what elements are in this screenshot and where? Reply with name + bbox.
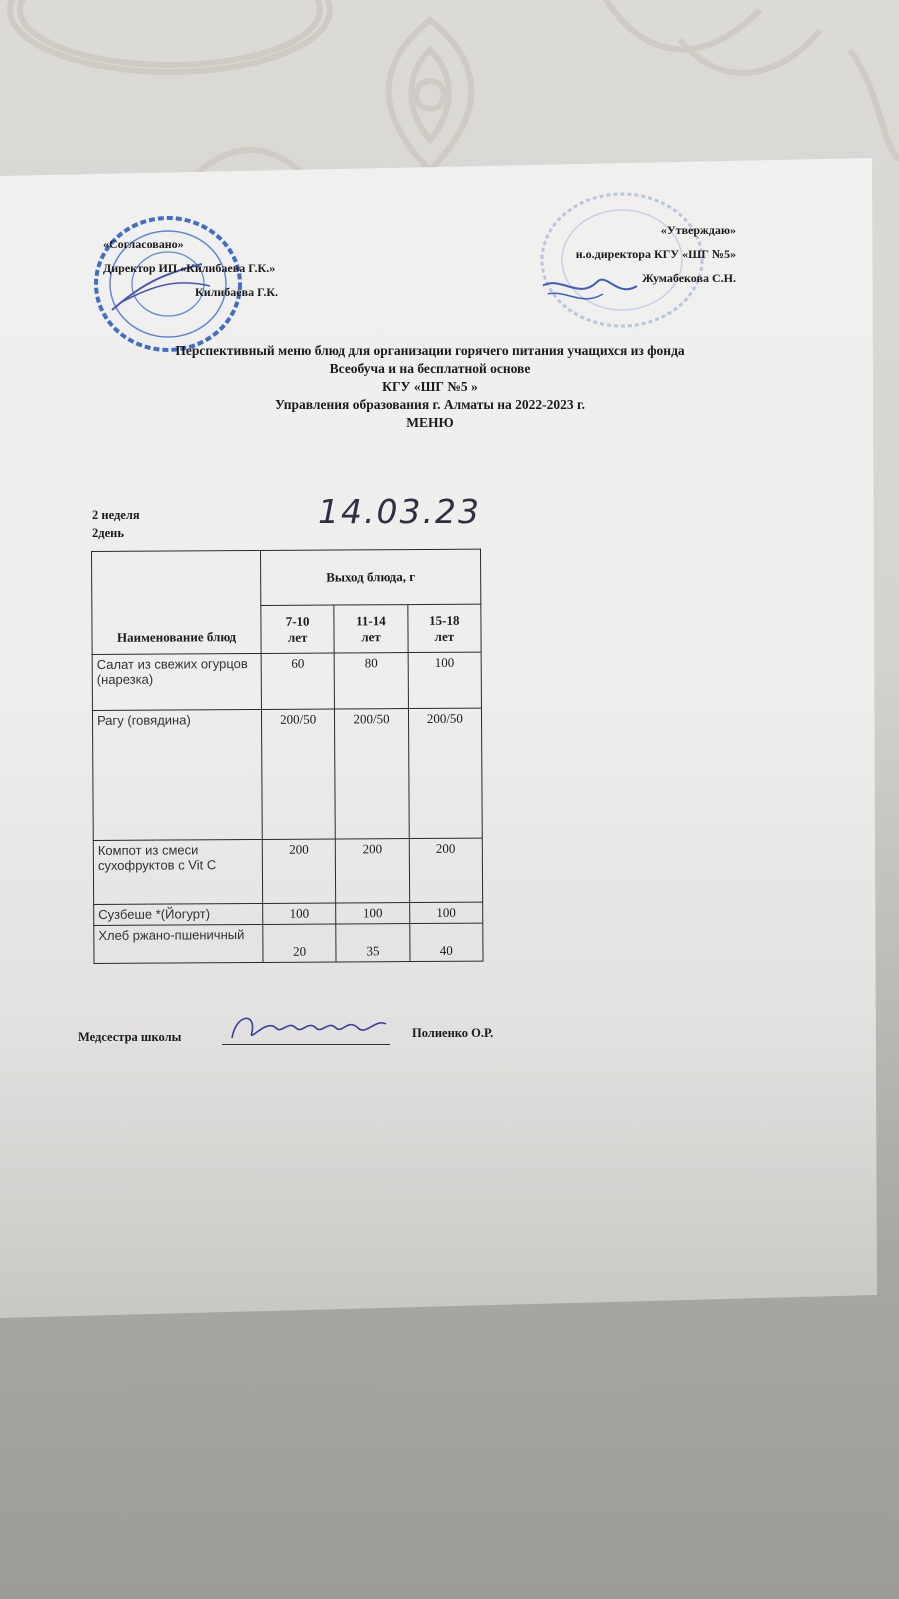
yield-value: 200/50	[335, 709, 409, 839]
agreed-signature-name: Килибаева Г.К.	[195, 285, 279, 299]
handwritten-signature-icon	[226, 1008, 396, 1048]
yield-value: 200	[409, 838, 483, 902]
approved-heading: «Утверждаю»	[660, 223, 736, 237]
handwritten-date: 14.03.23	[318, 492, 481, 531]
week-label: 2 неделя	[92, 508, 140, 522]
approved-signature-name: Жумабекова С.Н.	[642, 271, 736, 285]
yield-value: 40	[409, 923, 483, 961]
column-header-dish-name: Наименование блюд	[92, 550, 262, 654]
approved-block	[536, 218, 736, 290]
column-header-yield: Выход блюда, г	[260, 549, 480, 605]
title-line: КГУ «ШГ №5 »	[382, 379, 478, 394]
table-row	[94, 902, 483, 925]
yield-value: 200	[336, 839, 410, 903]
table-row	[92, 708, 482, 840]
dish-name: Сузбеше *(Йогурт)	[94, 903, 263, 925]
dish-name: Хлеб ржано-пшеничный	[94, 924, 263, 963]
title-line: Всеобуча и на бесплатной основе	[329, 361, 531, 376]
table-row	[94, 923, 483, 963]
title-line: Перспективный меню блюд для организации горячего питания учащихся из фонда	[175, 343, 685, 358]
week-day-label	[92, 506, 140, 542]
table-row	[93, 838, 482, 904]
age-group-header: 15-18 лет	[407, 604, 481, 652]
agreed-position: Директор ИП «Килибаева Г.К.»	[103, 261, 276, 275]
nurse-role-label: Медсестра школы	[78, 1030, 182, 1044]
menu-table	[91, 549, 484, 964]
yield-value: 80	[334, 653, 408, 709]
yield-value: 100	[409, 902, 482, 923]
dish-name: Компот из смеси сухофруктов с Vit C	[93, 839, 262, 904]
agreed-block	[103, 232, 278, 304]
yield-value: 60	[261, 653, 335, 709]
approved-position: и.о.директора КГУ «ШГ №5»	[575, 247, 736, 261]
title-line: МЕНЮ	[406, 415, 454, 430]
title-line: Управления образования г. Алматы на 2022-2023 г.	[274, 397, 586, 412]
document-title	[110, 342, 750, 432]
age-group-header: 7-10 лет	[261, 605, 335, 653]
yield-value: 100	[263, 903, 336, 924]
yield-value: 200	[262, 839, 336, 903]
yield-value: 200/50	[261, 709, 335, 839]
yield-value: 35	[336, 924, 410, 962]
age-group-header: 11-14 лет	[334, 605, 408, 653]
dish-name: Рагу (говядина)	[92, 709, 262, 840]
dish-name: Салат из свежих огурцов (нарезка)	[92, 653, 261, 710]
yield-value: 100	[336, 903, 409, 924]
table-row	[92, 652, 481, 710]
nurse-signature-name: Полиенко О.Р.	[412, 1026, 494, 1040]
yield-value: 20	[263, 924, 337, 962]
yield-value: 100	[408, 652, 482, 708]
yield-value: 200/50	[408, 708, 482, 838]
agreed-heading: «Согласовано»	[103, 237, 184, 251]
day-label: 2день	[92, 526, 124, 540]
